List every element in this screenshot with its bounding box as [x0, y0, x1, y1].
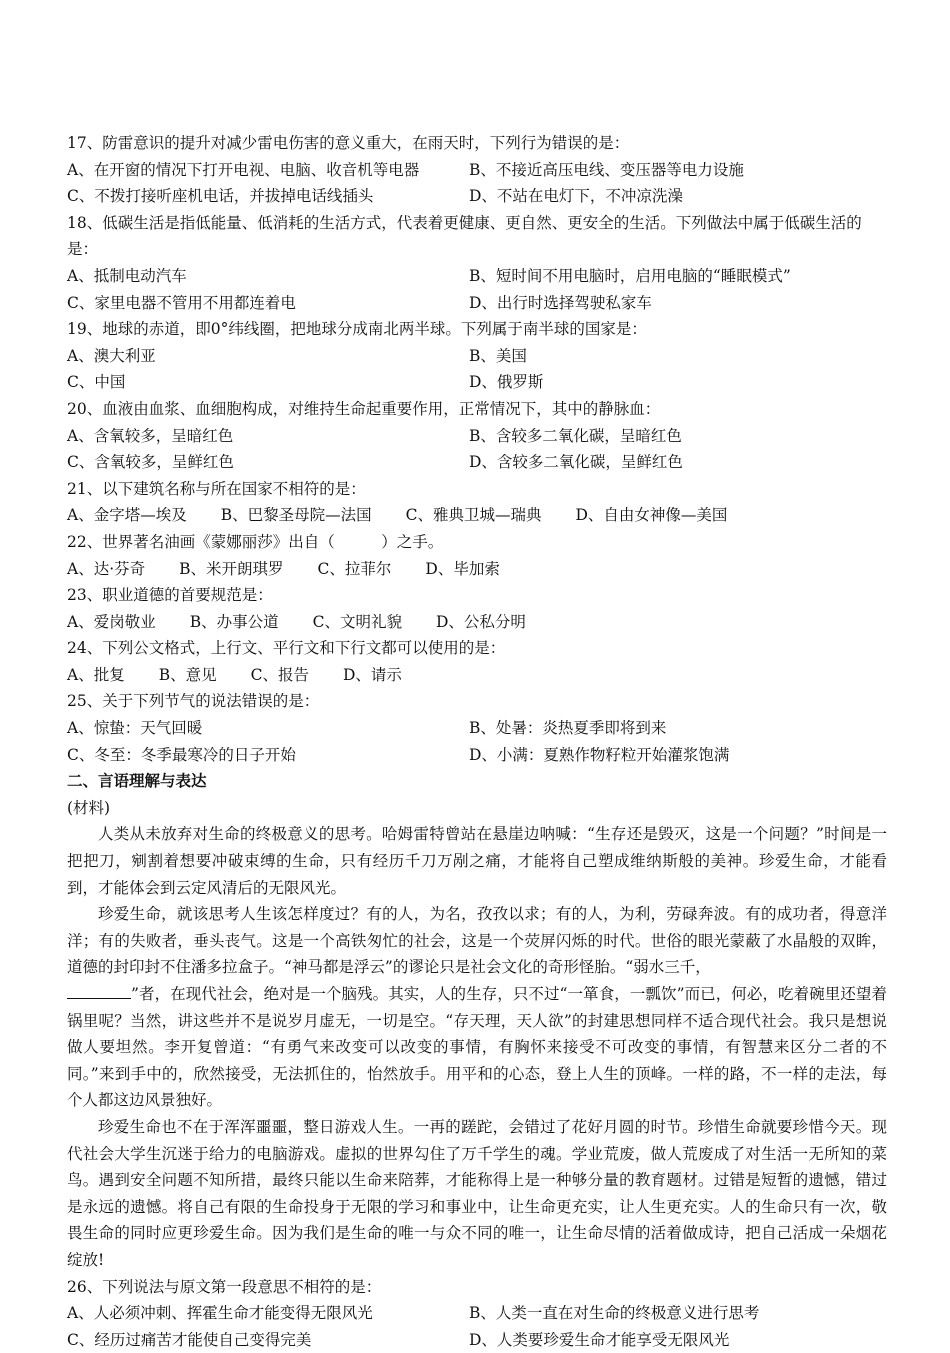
question-22-options	[67, 556, 887, 583]
option-c: C、不拨打接听座机电话，并拔掉电话线插头	[67, 187, 374, 206]
question-25-stem: 25、关于下列节气的说法错误的是：	[67, 692, 320, 711]
option-a: A、惊蛰：天气回暖	[67, 719, 203, 738]
material-paragraph-2	[67, 901, 887, 1114]
question-26-options	[67, 1300, 887, 1327]
question-20-options	[67, 423, 887, 450]
option-b: B、不接近高压电线、变压器等电力设施	[469, 160, 744, 179]
option-a: A、达·芬奇	[67, 559, 146, 578]
option-d: D、含较多二氧化碳，呈鲜红色	[469, 453, 683, 472]
option-c: C、家里电器不管用不用都连着电	[67, 293, 296, 312]
option-b: B、含较多二氧化碳，呈暗红色	[469, 426, 682, 445]
option-d: D、自由女神像—美国	[575, 506, 728, 525]
option-a: A、人必须冲刺、挥霍生命才能变得无限风光	[67, 1304, 373, 1323]
option-d: D、俄罗斯	[469, 373, 544, 392]
question-23-options	[67, 609, 887, 636]
option-a: A、批复	[67, 665, 125, 684]
paragraph-2-part-2: ”者，在现代社会，绝对是一个脑残。其实，人的生存，只不过“一箪食，一瓢饮”而已，何必，吃着碗里还望着锅里呢？当然，讲这些并不是说岁月虚无，一切是空。“存天理，天人欲”的封建思想同样不适合现代社会。我只是想说做人要坦然。李开复曾道：“有勇气来改变可以改变的事情，有胸怀来接受不可改变的事情，有智慧来区分二者的不同。”来到手中的，欣然接受，无法抓住的，怡然放手。用平和的心态，登上人生的顶峰。一样的路，不一样的走法，每个人都这边风景独好。	[67, 985, 887, 1110]
question-25-options	[67, 715, 887, 742]
question-25-options-2	[67, 742, 887, 769]
option-b: B、美国	[469, 346, 527, 365]
question-17-stem: 17、防雷意识的提升对减少雷电伤害的意义重大，在雨天时，下列行为错误的是：	[67, 134, 630, 152]
option-c: C、拉菲尔	[317, 559, 392, 578]
option-b: B、米开朗琪罗	[179, 559, 284, 578]
option-d: D、请示	[342, 665, 402, 684]
option-b: B、处暑：炎热夏季即将到来	[469, 719, 667, 738]
option-a: A、澳大利亚	[67, 346, 156, 365]
option-b: B、人类一直在对生命的终极意义进行思考	[469, 1304, 760, 1323]
question-19-stem: 19、地球的赤道，即0°纬线圈，把地球分成南北两半球。下列属于南半球的国家是：	[67, 320, 647, 339]
option-c: C、含氧较多，呈鲜红色	[67, 453, 234, 472]
option-c: C、冬至：冬季最寒冷的日子开始	[67, 745, 296, 764]
question-20-stem: 20、血液由血浆、血细胞构成，对维持生命起重要作用，正常情况下，其中的静脉血：	[67, 399, 661, 418]
option-c: C、文明礼貌	[312, 612, 402, 631]
question-26-options-2	[67, 1327, 887, 1353]
option-c: C、中国	[67, 373, 126, 392]
option-a: A、爱岗敬业	[67, 612, 156, 631]
question-17-options-2	[67, 183, 887, 210]
option-d: D、公私分明	[435, 612, 526, 631]
option-a: A、抵制电动汽车	[67, 266, 187, 285]
question-22-stem: 22、世界著名油画《蒙娜丽莎》出自（ ）之手。	[67, 532, 444, 551]
option-d: D、不站在电灯下，不冲凉洗澡	[469, 187, 683, 206]
question-21-stem: 21、以下建筑名称与所在国家不相符的是：	[67, 479, 366, 498]
option-d: D、人类要珍爱生命才能享受无限风光	[469, 1330, 730, 1349]
section-title: 二、言语理解与表达	[67, 772, 207, 791]
fill-in-blank	[67, 984, 131, 999]
question-23-stem: 23、职业道德的首要规范是：	[67, 586, 273, 605]
question-18-options-2	[67, 290, 887, 317]
option-a: A、金字塔—埃及	[67, 506, 187, 525]
material-label: (材料)	[67, 798, 111, 817]
question-18-options	[67, 263, 887, 290]
material-paragraph-1: 人类从未放弃对生命的终极意义的思考。哈姆雷特曾站在悬崖边呐喊：“生存还是毁灭，这是一个问题？”时间是一把把刀，剜割着想要冲破束缚的生命，只有经历千刀万剐之痛，才能将自己塑成维纳斯般的美神。珍爱生命，才能看到，才能体会到云定风清后的无限风光。	[67, 825, 887, 897]
option-a: A、在开窗的情况下打开电视、电脑、收音机等电器	[67, 160, 420, 179]
option-d: D、毕加索	[425, 559, 500, 578]
question-21-options	[67, 502, 887, 529]
question-26-stem: 26、下列说法与原文第一段意思不相符的是：	[67, 1277, 382, 1296]
question-17-options	[67, 157, 887, 184]
material-paragraph-3: 珍爱生命也不在于浑浑噩噩，整日游戏人生。一再的蹉跎，会错过了花好月圆的时节。珍惜生命就要珍惜今天。现代社会大学生沉迷于给力的电脑游戏。虚拟的世界勾住了万千学生的魂。学业荒废，做人荒废成了对生活一无所知的菜鸟。遇到安全问题不知所措，最终只能以生命来陪葬，才能称得上是一种够分量的教育题材。过错是短暂的遗憾，错过是永远的遗憾。将自己有限的生命投身于无限的学习和事业中，让生命更充实，让人生更充实。人的生命只有一次，敬畏生命的同时应更珍爱生命。因为我们是生命的唯一与众不同的唯一，让生命尽情的活着做成诗，把自己活成一朵烟花绽放!	[67, 1117, 887, 1269]
question-24-stem: 24、下列公文格式，上行文、平行文和下行文都可以使用的是：	[67, 639, 506, 658]
question-18-stem: 18、低碳生活是指低能量、低消耗的生活方式，代表着更健康、更自然、更安全的生活。下列做法中属于低碳生活的是：	[67, 213, 862, 259]
option-b: B、意见	[158, 665, 217, 684]
option-c: C、经历过痛苦才能使自己变得完美	[67, 1330, 312, 1349]
exam-page	[67, 130, 887, 1353]
question-19-options	[67, 343, 887, 370]
option-c: C、报告	[250, 665, 309, 684]
option-b: B、短时间不用电脑时，启用电脑的“睡眠模式”	[469, 266, 791, 285]
option-d: D、小满：夏熟作物籽粒开始灌浆饱满	[469, 745, 730, 764]
question-19-options-2	[67, 369, 887, 396]
option-c: C、雅典卫城—瑞典	[405, 506, 542, 525]
question-20-options-2	[67, 449, 887, 476]
question-24-options	[67, 662, 887, 689]
option-a: A、含氧较多，呈暗红色	[67, 426, 234, 445]
paragraph-2-part-1: 珍爱生命，就该思考人生该怎样度过？有的人，为名，孜孜以求；有的人，为利，劳碌奔波。有的成功者，得意洋洋；有的失败者，垂头丧气。这是一个高铁匆忙的社会，这是一个荧屏闪烁的时代。世俗的眼光蒙蔽了水晶般的双眸，道德的封印封不住潘多拉盒子。“神马都是浮云”的谬论只是社会文化的奇形怪胎。“弱水三千，	[67, 905, 887, 977]
option-d: D、出行时选择驾驶私家车	[469, 293, 652, 312]
option-b: B、巴黎圣母院—法国	[220, 506, 372, 525]
option-b: B、办事公道	[189, 612, 279, 631]
